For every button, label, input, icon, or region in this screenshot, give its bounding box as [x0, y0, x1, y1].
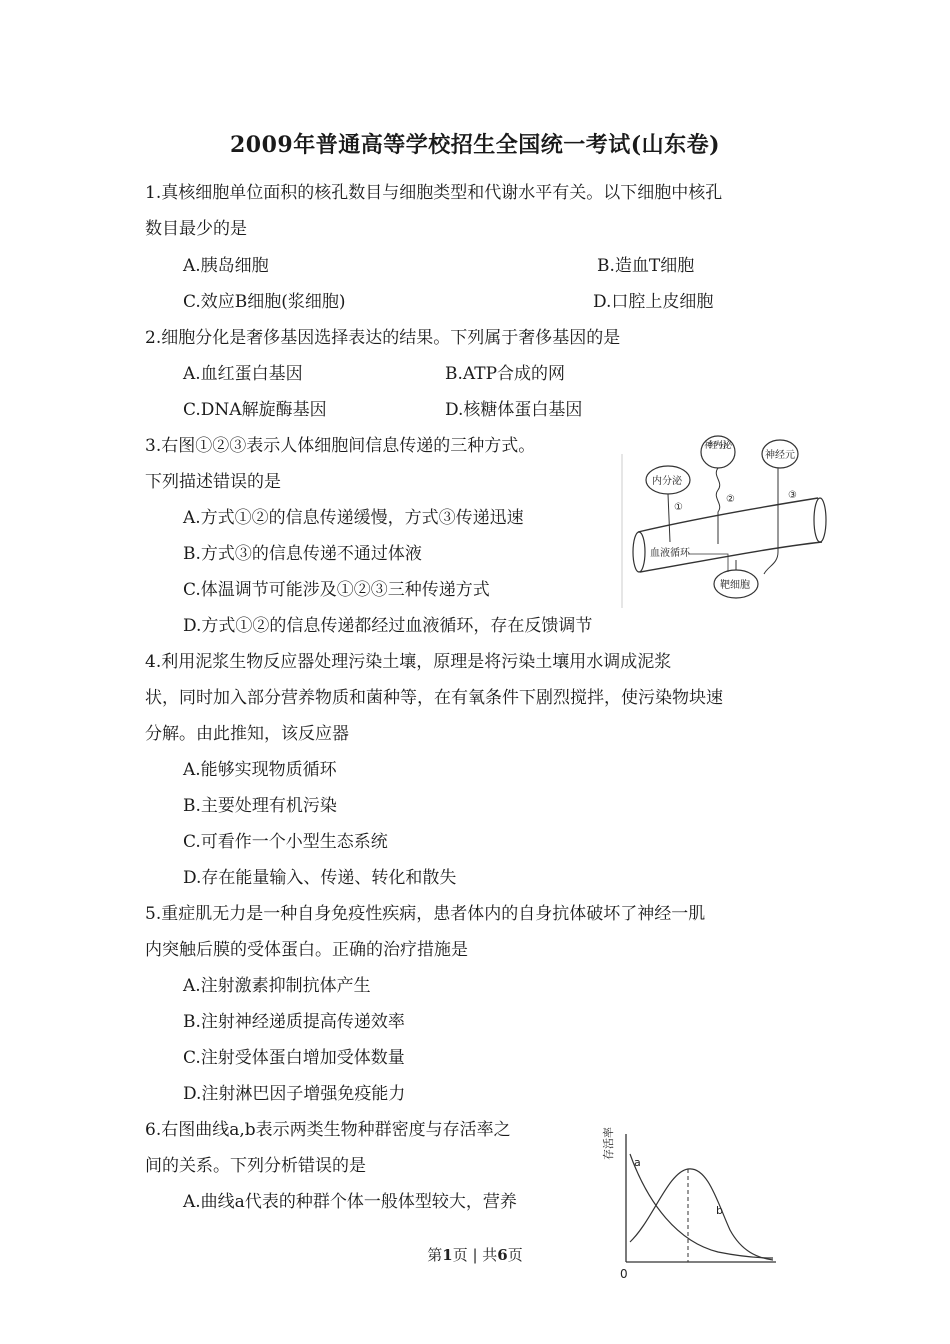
fig3-label-blood: 血液循环	[650, 548, 690, 559]
q3-signal-figure	[618, 432, 833, 612]
q6-stem-line1: 6.右图曲线a,b表示两类生物种群密度与存活率之	[145, 1120, 511, 1140]
footer-prefix: 第	[427, 1246, 443, 1264]
footer-total-pages: 6	[497, 1246, 508, 1264]
footer-page-number: 1	[442, 1246, 453, 1264]
q2-option-a: A.血红蛋白基因	[183, 364, 303, 384]
footer-middle: 页 | 共	[452, 1246, 498, 1264]
q3-option-d: D.方式①②的信息传递都经过血液循环，存在反馈调节	[183, 616, 593, 636]
q1-option-c: C.效应B细胞(浆细胞)	[183, 292, 346, 312]
fig6-curve-a-label: a	[634, 1156, 641, 1169]
fig3-marker-3: ③	[788, 490, 797, 501]
q3-option-b: B.方式③的信息传递不通过体液	[183, 544, 422, 564]
q1-stem-line2: 数目最少的是	[145, 219, 247, 239]
q4-stem-line3: 分解。由此推知，该反应器	[145, 724, 349, 744]
q2-option-c: C.DNA解旋酶基因	[183, 400, 327, 420]
q4-option-a: A.能够实现物质循环	[183, 760, 337, 780]
fig3-label-neuroendocrine: 神经内分泌	[704, 441, 732, 451]
page-title: 2009年普通高等学校招生全国统一考试(山东卷)	[229, 132, 721, 158]
q4-option-b: B.主要处理有机污染	[183, 796, 337, 816]
q1-option-d: D.口腔上皮细胞	[593, 292, 714, 312]
q1-stem-line1: 1.真核细胞单位面积的核孔数目与细胞类型和代谢水平有关。以下细胞中核孔	[145, 183, 723, 203]
q3-stem-line2: 下列描述错误的是	[145, 472, 281, 492]
q1-option-b: B.造血T细胞	[597, 256, 695, 276]
fig6-ylabel: 存活率	[602, 1127, 615, 1160]
footer-suffix: 页	[507, 1246, 523, 1264]
q6-option-a: A.曲线a代表的种群个体一般体型较大，营养	[183, 1192, 517, 1212]
q5-option-a: A.注射激素抑制抗体产生	[183, 976, 371, 996]
q4-stem-line2: 状，同时加入部分营养物质和菌种等，在有氧条件下剧烈搅拌，使污染物块速	[145, 688, 723, 708]
q4-option-c: C.可看作一个小型生态系统	[183, 832, 388, 852]
q4-stem-line1: 4.利用泥浆生物反应器处理污染土壤，原理是将污染土壤用水调成泥浆	[145, 652, 672, 672]
q5-stem-line2: 内突触后膜的受体蛋白。正确的治疗措施是	[145, 940, 468, 960]
q4-option-d: D.存在能量输入、传递、转化和散失	[183, 868, 457, 888]
q3-option-c: C.体温调节可能涉及①②③三种传递方式	[183, 580, 490, 600]
fig3-label-neuron: 神经元	[765, 450, 795, 461]
q6-stem-line2: 间的关系。下列分析错误的是	[145, 1156, 366, 1176]
q2-stem: 2.细胞分化是奢侈基因选择表达的结果。下列属于奢侈基因的是	[145, 328, 621, 348]
fig6-curve-b-label: b	[716, 1204, 723, 1217]
fig3-marker-1: ①	[674, 502, 683, 513]
q1-option-a: A.胰岛细胞	[183, 256, 269, 276]
fig6-origin: 0	[620, 1267, 628, 1281]
fig3-label-endocrine: 内分泌	[652, 476, 682, 487]
q2-option-b: B.ATP合成的网	[445, 364, 566, 384]
q5-option-b: B.注射神经递质提高传递效率	[183, 1012, 405, 1032]
q3-stem-line1: 3.右图①②③表示人体细胞间信息传递的三种方式。	[145, 436, 536, 456]
fig3-label-target-cell: 靶细胞	[720, 580, 750, 591]
q2-option-d: D.核糖体蛋白基因	[445, 400, 583, 420]
q3-option-a: A.方式①②的信息传递缓慢，方式③传递迅速	[183, 508, 524, 528]
page-footer	[0, 1244, 950, 1265]
fig3-marker-2: ②	[726, 494, 735, 505]
q5-stem-line1: 5.重症肌无力是一种自身免疫性疾病，患者体内的自身抗体破坏了神经一肌	[145, 904, 706, 924]
q5-option-c: C.注射受体蛋白增加受体数量	[183, 1048, 405, 1068]
q5-option-d: D.注射淋巴因子增强免疫能力	[183, 1084, 406, 1104]
